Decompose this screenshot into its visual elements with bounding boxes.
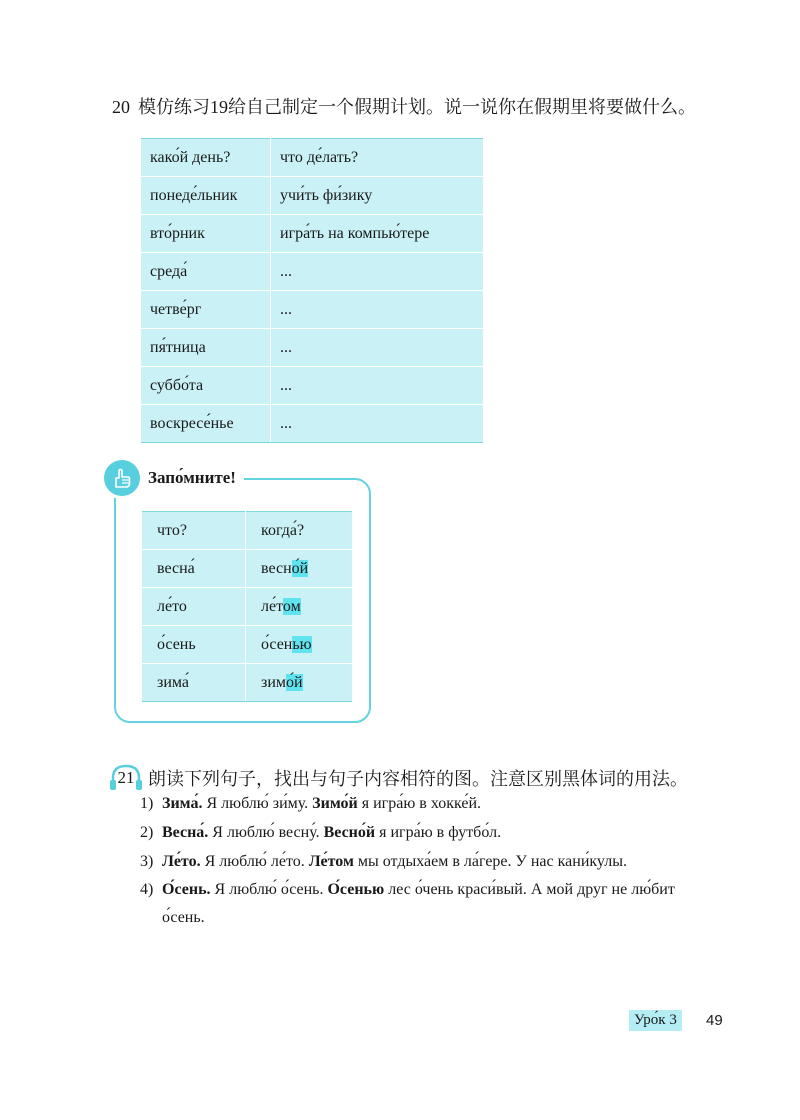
table-cell: ... xyxy=(271,253,484,291)
bold-word: О́сень. xyxy=(162,881,211,898)
table-cell: пя́тница xyxy=(141,329,271,367)
sentence-text: Я люблю́ весну́. xyxy=(208,824,324,841)
bold-word: Весно́й xyxy=(323,824,376,841)
highlighted-ending: ью xyxy=(292,635,312,653)
task-text: 朗读下列句子，找出与句子内容相符的图。注意区别黑体词的用法。 xyxy=(148,769,688,789)
table-header-cell: что? xyxy=(142,512,246,550)
sentence-text: Я люблю́ зи́му. xyxy=(202,795,313,812)
highlighted-ending: о́й xyxy=(291,559,309,577)
table-cell xyxy=(246,664,353,702)
bold-word: О́сенью xyxy=(327,881,385,898)
pointing-hand-icon xyxy=(104,460,140,496)
seasons-table xyxy=(142,511,352,702)
sentence-item xyxy=(140,848,627,875)
table-cell: о́сень xyxy=(142,626,246,664)
bold-word: Весна́. xyxy=(162,824,209,841)
table-row xyxy=(141,367,483,405)
table-header-cell: что де́лать? xyxy=(271,139,484,177)
table-row xyxy=(142,550,352,588)
table-row xyxy=(141,405,483,443)
vacation-plan-table xyxy=(141,138,483,443)
sentence-text: мы отдыха́ем в ла́гере. У нас кани́кулы. xyxy=(353,853,627,870)
task-number: 21 xyxy=(117,768,135,787)
word-stem: весн xyxy=(261,559,292,577)
highlighted-ending: о́й xyxy=(286,673,303,691)
sentence-number: 2) xyxy=(140,824,154,841)
task-text: 模仿练习19给自己制定一个假期计划。说一说你在假期里将要做什么。 xyxy=(138,97,696,117)
sentence-item xyxy=(140,790,481,817)
bold-word: Зима́. xyxy=(162,795,203,812)
remember-header xyxy=(104,458,244,498)
sentence-item xyxy=(140,876,675,903)
sentence-number: 1) xyxy=(140,795,154,812)
bold-word: Зимо́й xyxy=(312,795,358,812)
table-header-cell: когда́? xyxy=(246,512,353,550)
highlighted-ending: ом xyxy=(282,597,301,615)
table-cell: весна́ xyxy=(142,550,246,588)
table-row xyxy=(142,626,352,664)
table-cell xyxy=(246,626,353,664)
sentence-number: 3) xyxy=(140,853,154,870)
bold-word: Ле́том xyxy=(308,853,354,870)
sentence-text: Я люблю́ ле́то. xyxy=(200,853,309,870)
word-stem: ле́т xyxy=(261,597,283,615)
table-row xyxy=(141,215,483,253)
table-row xyxy=(142,588,352,626)
table-cell: вто́рник xyxy=(141,215,271,253)
task-number-badge xyxy=(112,766,140,790)
page-number: 49 xyxy=(706,1012,723,1029)
table-row xyxy=(141,291,483,329)
lesson-label: Уро́к 3 xyxy=(629,1010,682,1031)
table-cell: четве́рг xyxy=(141,291,271,329)
task-21-instruction xyxy=(112,765,688,791)
sentence-text: Я люблю́ о́сень. xyxy=(210,881,328,898)
table-cell xyxy=(246,588,353,626)
table-row xyxy=(141,329,483,367)
table-cell: воскресе́нье xyxy=(141,405,271,443)
table-cell: ле́то xyxy=(142,588,246,626)
table-row xyxy=(141,177,483,215)
sentence-text: я игра́ю в футбо́л. xyxy=(375,824,502,841)
task-20-instruction xyxy=(112,93,696,119)
table-cell xyxy=(246,550,353,588)
table-row xyxy=(141,253,483,291)
table-cell: среда́ xyxy=(141,253,271,291)
word-stem: о́сен xyxy=(261,635,293,653)
table-header-cell: како́й день? xyxy=(141,139,271,177)
task-number: 20 xyxy=(112,97,130,117)
table-row xyxy=(141,139,483,177)
table-cell: учи́ть фи́зику xyxy=(271,177,484,215)
bold-word: Ле́то. xyxy=(162,853,201,870)
sentence-item xyxy=(140,819,501,846)
sentence-number: 4) xyxy=(140,881,154,898)
table-row xyxy=(142,512,352,550)
table-row xyxy=(142,664,352,702)
sentence-text: лес о́чень краси́вый. А мой друг не лю́бит xyxy=(384,881,675,898)
table-cell: зима́ xyxy=(142,664,246,702)
sentence-text: я игра́ю в хокке́й. xyxy=(357,795,482,812)
table-cell: игра́ть на компью́тере xyxy=(271,215,484,253)
word-stem: зим xyxy=(261,673,287,691)
table-cell: понеде́льник xyxy=(141,177,271,215)
table-cell: ... xyxy=(271,405,484,443)
remember-title: Запо́мните! xyxy=(148,468,236,487)
sentence-continuation: о́сень. xyxy=(162,909,205,926)
table-cell: ... xyxy=(271,367,484,405)
table-cell: суббо́та xyxy=(141,367,271,405)
table-cell: ... xyxy=(271,329,484,367)
table-cell: ... xyxy=(271,291,484,329)
